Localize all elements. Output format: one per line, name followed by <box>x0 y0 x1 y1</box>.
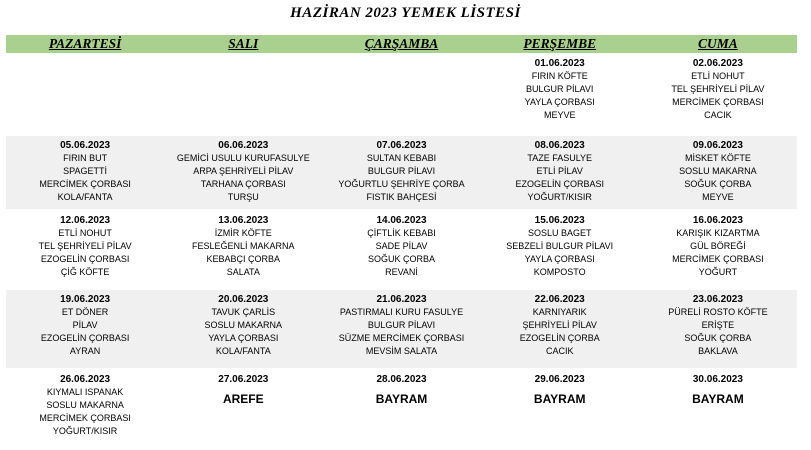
weekday-header <box>6 35 797 53</box>
day-cell <box>481 370 639 448</box>
day-date: 16.06.2023 <box>692 215 743 226</box>
menu-item: YOĞURT/KISIR <box>527 192 592 202</box>
menu-item: YAYLA ÇORBASI <box>208 333 279 343</box>
menu-item: YOĞURTLU ŞEHRİYE ÇORBA <box>338 179 465 189</box>
menu-item: BULGUR PİLAVI <box>526 84 594 94</box>
menu-item: TURŞU <box>227 192 259 202</box>
menu-item: SADE PİLAV <box>375 241 428 251</box>
day-cell <box>6 136 164 209</box>
menu-item: YOĞURT <box>698 267 738 277</box>
menu-item: EZOGELİN ÇORBASI <box>40 254 130 264</box>
day-cell <box>6 370 164 448</box>
menu-item: KOLA/FANTA <box>57 192 113 202</box>
week-row <box>6 136 797 211</box>
holiday-note: BAYRAM <box>533 392 586 406</box>
weekday-header-cell: PERŞEMBE <box>523 36 597 51</box>
menu-item: PİLAV <box>72 320 98 330</box>
menu-item: MİSKET KÖFTE <box>684 153 751 163</box>
menu-item: TARHANA ÇORBASI <box>200 179 286 189</box>
day-cell <box>322 211 480 288</box>
menu-item: YAYLA ÇORBASI <box>524 254 595 264</box>
menu-item: PASTIRMALI KURU FASULYE <box>339 307 464 317</box>
menu-grid <box>6 54 797 450</box>
menu-item: EZOGELİN ÇORBASI <box>515 179 604 189</box>
menu-item: KIYMALI ISPANAK <box>46 387 124 397</box>
day-date: 06.06.2023 <box>218 140 269 151</box>
menu-item: SÜZME MERCİMEK ÇORBASI <box>338 333 465 343</box>
day-cell <box>322 370 480 448</box>
menu-item: KOLA/FANTA <box>215 346 271 356</box>
day-cell <box>639 370 797 448</box>
menu-item: İZMİR KÖFTE <box>214 228 272 238</box>
holiday-note: BAYRAM <box>375 392 428 406</box>
menu-item: MERCİMEK ÇORBASI <box>39 179 131 189</box>
menu-item: AYRAN <box>69 346 101 356</box>
menu-item: KARIŞIK KIZARTMA <box>676 228 760 238</box>
menu-item: BULGUR PİLAVI <box>367 166 436 176</box>
menu-item: FISTIK BAHÇESİ <box>366 192 437 202</box>
menu-item: MERCİMEK ÇORBASI <box>672 254 764 264</box>
day-date: 22.06.2023 <box>534 294 585 305</box>
day-date: 13.06.2023 <box>218 215 269 226</box>
menu-item: MEYVE <box>543 110 576 120</box>
day-date: 30.06.2023 <box>692 374 743 385</box>
day-cell <box>481 136 639 209</box>
day-date: 07.06.2023 <box>376 140 427 151</box>
day-cell <box>639 136 797 209</box>
menu-item: SOSLU MAKARNA <box>204 320 283 330</box>
menu-item: SOĞUK ÇORBA <box>368 254 436 264</box>
day-cell <box>639 290 797 368</box>
menu-item: MERCİMEK ÇORBASI <box>672 97 764 107</box>
day-date: 02.06.2023 <box>692 58 743 69</box>
menu-item: TEL ŞEHRİYELİ PİLAV <box>671 84 765 94</box>
menu-item: BULGUR PİLAVI <box>367 320 436 330</box>
menu-item: KOMPOSTO <box>533 267 586 277</box>
menu-item: GEMİCİ USULU KURUFASULYE <box>176 153 310 163</box>
day-date: 19.06.2023 <box>60 294 111 305</box>
day-date: 20.06.2023 <box>218 294 269 305</box>
day-date: 12.06.2023 <box>60 215 111 226</box>
day-cell <box>481 211 639 288</box>
menu-item: ETLİ NOHUT <box>58 228 112 238</box>
menu-item: ŞEHRİYELİ PİLAV <box>522 320 597 330</box>
menu-item: KARNIYARIK <box>532 307 587 317</box>
menu-item: SULTAN KEBABI <box>366 153 437 163</box>
menu-item: PÜRELİ ROSTO KÖFTE <box>668 307 768 317</box>
day-cell <box>322 290 480 368</box>
week-row <box>6 290 797 370</box>
day-date: 09.06.2023 <box>692 140 743 151</box>
menu-item: GÜL BÖREĞİ <box>690 241 746 251</box>
day-date: 23.06.2023 <box>692 294 743 305</box>
day-date: 26.06.2023 <box>60 374 111 385</box>
day-date: 29.06.2023 <box>534 374 585 385</box>
day-cell <box>6 290 164 368</box>
menu-item: SALATA <box>226 267 260 277</box>
menu-item: MEYVE <box>702 192 734 202</box>
day-cell <box>481 290 639 368</box>
menu-item: MEVSİM SALATA <box>365 346 438 356</box>
weekday-header-cell: CUMA <box>698 36 738 51</box>
menu-item: YOĞURT/KISIR <box>52 426 118 436</box>
menu-item: YAYLA ÇORBASI <box>524 97 595 107</box>
menu-item: KEBABÇI ÇORBA <box>206 254 281 264</box>
holiday-note: AREFE <box>222 392 264 406</box>
page-title: HAZİRAN 2023 YEMEK LİSTESİ <box>290 5 521 21</box>
week-row <box>6 370 797 450</box>
day-date: 05.06.2023 <box>60 140 111 151</box>
menu-item: ETLİ PİLAV <box>536 166 583 176</box>
menu-item: REVANİ <box>385 267 418 277</box>
menu-item: CACIK <box>545 346 574 356</box>
menu-item: SOSLU MAKARNA <box>46 400 124 410</box>
day-cell <box>164 211 322 288</box>
day-date: 28.06.2023 <box>376 374 427 385</box>
day-date: 21.06.2023 <box>376 294 427 305</box>
day-cell <box>322 54 480 134</box>
day-cell <box>164 54 322 134</box>
day-cell <box>322 136 480 209</box>
day-cell <box>6 211 164 288</box>
day-date: 27.06.2023 <box>218 374 269 385</box>
menu-item: ERİŞTE <box>701 320 735 330</box>
day-cell <box>164 290 322 368</box>
menu-item: FESLEĞENLİ MAKARNA <box>192 241 295 251</box>
menu-item: SOSLU MAKARNA <box>679 166 757 176</box>
menu-item: MERCİMEK ÇORBASI <box>39 413 131 423</box>
menu-item: EZOGELİN ÇORBA <box>519 333 600 343</box>
day-cell <box>164 370 322 448</box>
menu-item: ÇİFTLİK KEBABI <box>367 228 436 238</box>
menu-item: TAVUK ÇARLİS <box>211 307 276 317</box>
menu-item: ÇİĞ KÖFTE <box>60 267 110 277</box>
day-date: 14.06.2023 <box>376 215 427 226</box>
menu-item: ARPA ŞEHRİYELİ PİLAV <box>193 166 294 176</box>
menu-item: TAZE FASULYE <box>527 153 593 163</box>
menu-item: TEL ŞEHRİYELİ PİLAV <box>38 241 132 251</box>
day-date: 15.06.2023 <box>534 215 585 226</box>
menu-item: SPAGETTİ <box>63 166 108 176</box>
menu-item: ETLİ NOHUT <box>691 71 745 81</box>
day-cell <box>481 54 639 134</box>
day-cell <box>164 136 322 209</box>
day-cell <box>639 54 797 134</box>
weekday-header-cell: PAZARTESİ <box>48 36 122 51</box>
menu-item: SOSLU BAGET <box>527 228 592 238</box>
day-date: 08.06.2023 <box>534 140 585 151</box>
menu-item: ET DÖNER <box>61 307 109 317</box>
holiday-note: BAYRAM <box>692 392 744 406</box>
menu-item: BAKLAVA <box>698 346 738 356</box>
week-row <box>6 211 797 290</box>
weekday-header-cell: SALI <box>228 36 259 51</box>
menu-item: FIRIN BUT <box>63 153 108 163</box>
menu-item: FIRIN KÖFTE <box>531 71 588 81</box>
weekday-header-cell: ÇARŞAMBA <box>364 36 439 51</box>
day-date: 01.06.2023 <box>534 58 585 69</box>
week-row <box>6 54 797 136</box>
day-cell <box>6 54 164 134</box>
menu-item: SEBZELİ BULGUR PİLAVI <box>506 241 614 251</box>
day-cell <box>639 211 797 288</box>
menu-item: CACIK <box>704 110 732 120</box>
menu-item: SOĞUK ÇORBA <box>684 179 752 189</box>
menu-item: SOĞUK ÇORBA <box>684 333 752 343</box>
menu-item: EZOGELİN ÇORBASI <box>40 333 130 343</box>
